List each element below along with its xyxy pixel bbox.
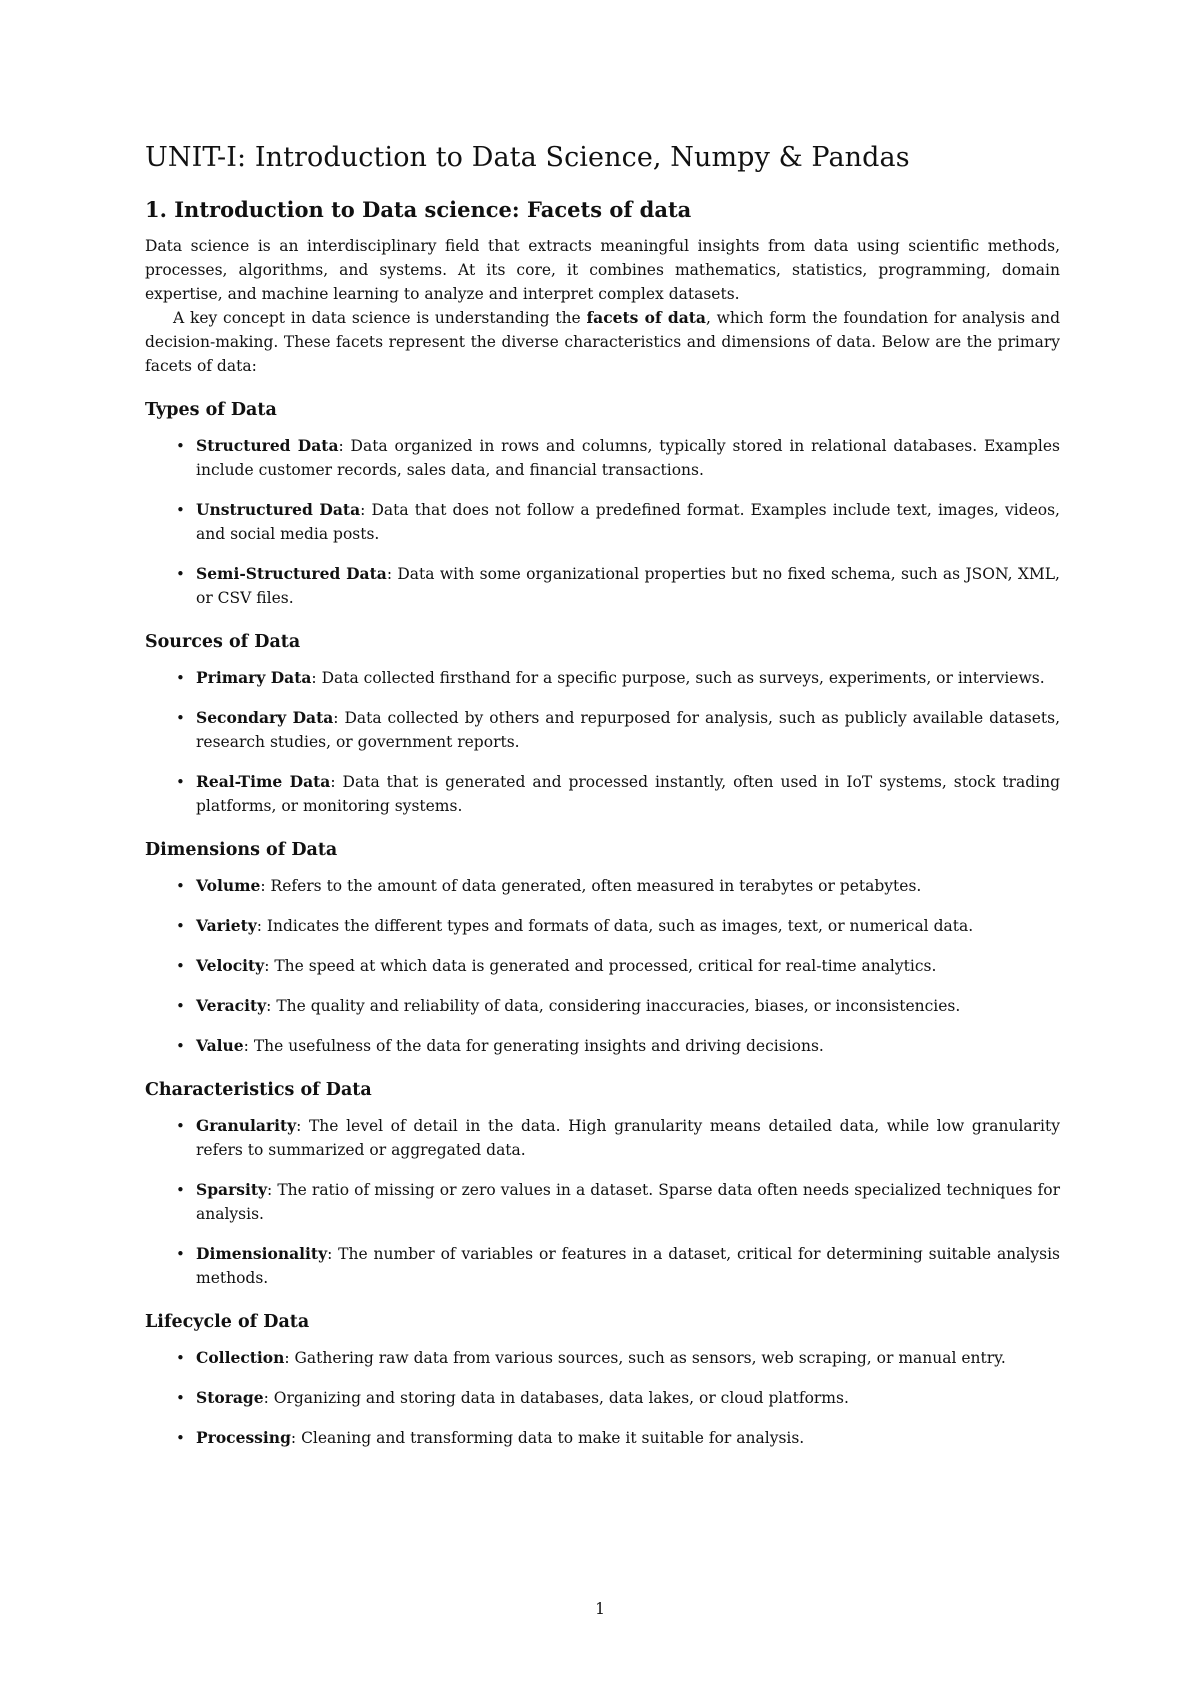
facets-term: facets of data [586,308,706,327]
document-page [145,130,1060,1450]
types-heading: Types of Data [145,400,277,420]
facets-paragraph: A key concept in data science is understanding the facets of data, which form the foundation for analysis and decision-making. These facets represent the diverse characteristics and dimensions of data. Below are the primary facets of data: [145,308,1060,375]
characteristics-list [145,1114,1060,1290]
list-item: • Primary Data: Data collected firsthand for a specific purpose, such as surveys, experiments, or interviews. [196,666,1060,690]
intro-paragraph: Data science is an interdisciplinary field that extracts meaningful insights from data using scientific methods, processes, algorithms, and systems. At its core, it combines mathematics, statistics, programming, domain expertise, and machine learning to analyze and interpret complex datasets. [145,237,1060,303]
list-item: • Value: The usefulness of the data for generating insights and driving decisions. [196,1034,1060,1058]
list-item: • Collection: Gathering raw data from various sources, such as sensors, web scraping, or manual entry. [196,1346,1060,1370]
list-item: • Granularity: The level of detail in the data. High granularity means detailed data, while low granularity refers to summarized or aggregated data. [196,1114,1060,1162]
section-heading: 1. Introduction to Data science: Facets of data [145,197,692,222]
types-list [145,434,1060,610]
list-item: • Real-Time Data: Data that is generated and processed instantly, often used in IoT systems, stock trading platforms, or monitoring systems. [196,770,1060,818]
list-item: • Veracity: The quality and reliability of data, considering inaccuracies, biases, or inconsistencies. [196,994,1060,1018]
dimensions-heading: Dimensions of Data [145,840,338,860]
list-item: • Structured Data: Data organized in rows and columns, typically stored in relational databases. Examples include customer records, sales data, and financial transactions. [196,434,1060,482]
list-item: • Variety: Indicates the different types and formats of data, such as images, text, or numerical data. [196,914,1060,938]
lifecycle-list [145,1346,1060,1450]
list-item: • Secondary Data: Data collected by others and repurposed for analysis, such as publicly available datasets, research studies, or government reports. [196,706,1060,754]
dimensions-list [145,874,1060,1058]
characteristics-heading: Characteristics of Data [145,1080,372,1100]
list-item: • Velocity: The speed at which data is generated and processed, critical for real-time analytics. [196,954,1060,978]
list-item: • Sparsity: The ratio of missing or zero values in a dataset. Sparse data often needs specialized techniques for analysis. [196,1178,1060,1226]
list-item: • Semi-Structured Data: Data with some organizational properties but no fixed schema, such as JSON, XML, or CSV files. [196,562,1060,610]
list-item: • Storage: Organizing and storing data in databases, data lakes, or cloud platforms. [196,1386,1060,1410]
sources-list [145,666,1060,818]
document-title: UNIT-I: Introduction to Data Science, Numpy & Pandas [145,142,910,173]
list-item: • Unstructured Data: Data that does not follow a predefined format. Examples include text, images, videos, and social media posts. [196,498,1060,546]
sources-heading: Sources of Data [145,632,301,652]
page-number: 1 [595,1600,605,1618]
lifecycle-heading: Lifecycle of Data [145,1312,310,1332]
list-item: • Volume: Refers to the amount of data generated, often measured in terabytes or petabytes. [196,874,1060,898]
list-item: • Processing: Cleaning and transforming data to make it suitable for analysis. [196,1426,1060,1450]
list-item: • Dimensionality: The number of variables or features in a dataset, critical for determining suitable analysis methods. [196,1242,1060,1290]
